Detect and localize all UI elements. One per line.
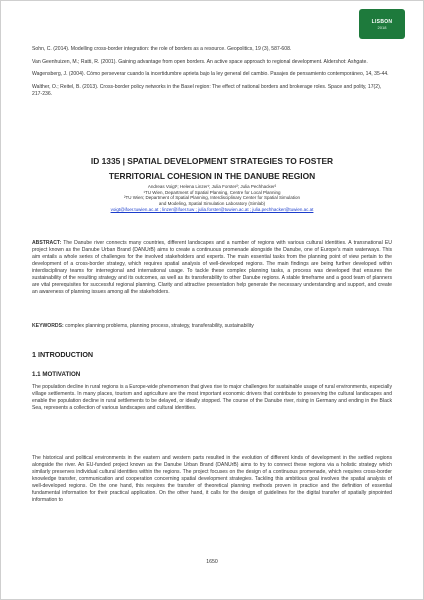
reference-item: Walther, O.; Reitel, B. (2013). Cross-border policy networks in the Basel region: The effect of national borders and brokerage roles. Space and polity, 17(2), 217-236.	[32, 83, 382, 97]
keywords	[32, 323, 392, 330]
reference-item: Sohn, C. (2014). Modelling cross-border integration: the role of borders as a resource. Geopolitics, 19 (3), 587-608.	[32, 46, 292, 52]
abstract	[32, 240, 392, 296]
logo-text-top: LISBON	[371, 18, 393, 25]
keywords-text: complex planning problems, planning process, strategy, transferability, sustainability	[63, 323, 254, 329]
page-number: 1650	[206, 559, 218, 565]
body-paragraph-1: The population decline in rural regions is a Europe-wide phenomenon that gives rise to major challenges for sustainable usage of rural environments, especially village settlements. In many places, tourism and agriculture are the most important economic drivers that contribute to preserving the cultural landscapes and enable the population decline in rural settlements to be delayed, or ideally stopped. The course of the Danube river, rising in Germany and ending in the Black Sea, represents a collection of various landscapes and cultural identities.	[32, 384, 392, 411]
abstract-text: The Danube river connects many countries, different landscapes and a number of regions with various cultural identities. A transnational EU project known as the Danube Urban Brand (DANUrB) aims to create a continuous promenade alongside the Danube, one of Europe's main waterways. This aim entails a whole series of challenges for the involved stakeholders and experts. The main essential tasks from the planning point of view pertain to the development of a cross-border strategy, which requires spatial analysis of well-developed regions. The main findings are being further developed within interdisciplinary teams for interregional and international usage. To tackle these complex planning tasks, a process was developed that ensures the sustainability of the resulting strategy and its outcomes, as well as its transferability to other Danube regions. A stable timeframe and a good team of planners are vital prerequisites for successful regional planning. Clarity and attractive presentation help generate the necessary understanding and support, and create an awareness of planning issues among all the stakeholders.	[32, 240, 392, 295]
affiliation-2: ²TU Wien; Department of Spatial Planning, Interdisciplinary Center for Spatial Simulation	[123, 195, 301, 201]
affiliation-3: and Modeling, Spatial Simulation Laboratory (Simlab)	[158, 200, 266, 206]
paper-title	[32, 154, 392, 183]
subsection-heading: 1.1 MOTIVATION	[32, 371, 81, 378]
reference-item: Wagensberg, J. (2004). Cómo perseverar cuando la incertidumbre aprieta bajo la ley general del cambio. Pasajes de pensamiento contemporáneo, 14, 35-44.	[32, 71, 389, 77]
author-block	[32, 184, 392, 213]
affiliation-1: ¹TU Wien, Department of Spatial Planning, Centre for Local Planning	[143, 189, 281, 195]
section-heading: 1 INTRODUCTION	[32, 350, 94, 359]
keywords-label: KEYWORDS:	[32, 323, 64, 329]
abstract-label: ABSTRACT:	[32, 240, 62, 246]
conference-logo	[359, 9, 405, 39]
author-names: Andreas Voigt¹; Helena Linzer¹; Julia Forster²; Julia Pechhacker²	[147, 184, 277, 189]
paper-title-line-2: TERRITORIAL COHESION IN THE DANUBE REGION	[108, 170, 316, 181]
reference-list	[32, 46, 392, 103]
paper-title-line-1: ID 1335 | SPATIAL DEVELOPMENT STRATEGIES TO FOSTER	[90, 156, 334, 166]
body-paragraph-2: The historical and political environments in the eastern and western parts resulted in the evolution of different kinds of development in the settled regions alongside the river. An EU-funded project known as the Danube Urban Brand (DANUrB) aims to try to connect these regions via a holistic strategy which similarly preserves individual cultural identities within the regions. The project focuses on the design of a continuous promenade, which requires cross-border knowledge transfer, communication and cooperation concerning spatial development strategies. Tackling this ambitious goal involves the spatial analysis of well-developed regions. On the one hand, this requires the transfer of theoretical planning methods proven in practice and the definition of essential fundamental information for their practical application. On the other hand, it calls for the design of guidelines for the digital transfer of spatially pinpointed information to	[32, 455, 392, 503]
logo-text-bottom: 2018	[377, 24, 387, 30]
author-emails[interactable]: voigt@ifoer.tuwien.ac.at ; linzer@ifoer.tuw ; julia.forster@tuwien.ac.at ; julia.pechhacker@tuwien.ac.at	[110, 206, 314, 212]
reference-item: Van Geenhuizen, M.; Ratti, R. (2001). Gaining advantage from open borders. An active space approach to regional development. Aldershot: Ashgate.	[32, 58, 368, 65]
